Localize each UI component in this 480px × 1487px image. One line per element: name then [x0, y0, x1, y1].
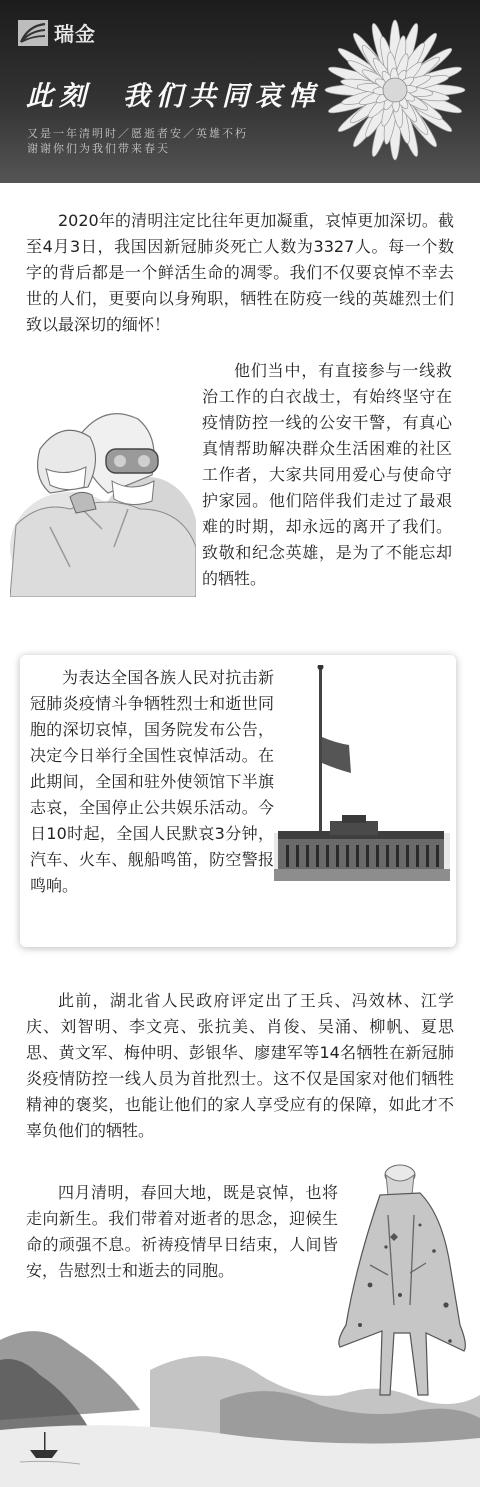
- page-subtitle: [27, 126, 248, 156]
- paragraph-martyrs: 此前，湖北省人民政府评定出了王兵、冯效林、江学庆、刘智明、李文亮、张抗美、肖俊、吴涌、柳帆、夏思思、黄文军、梅仲明、彭银华、廖建军等14名牺牲在新冠肺炎疫情防控一线人员为首批烈士。这不仅是国家对他们牺牲精神的褒奖，也能让他们的家人享受应有的保障，如此才不辜负他们的牺牲。: [26, 991, 454, 1140]
- logo-mark-icon: [18, 20, 48, 46]
- subtitle-line-2: 谢谢你们为我们带来春天: [27, 142, 170, 155]
- header-banner: [0, 0, 480, 183]
- announcement-card: [20, 655, 456, 947]
- medic-walking-image: [330, 1155, 470, 1405]
- medical-workers-image: [10, 397, 196, 597]
- paragraph-heroes: 他们当中，有直接参与一线救治工作的白衣战士，有始终坚守在疫情防控一线的公安干警，有真心真情帮助解决群众生活困难的社区工作者，大家共同用爱心与使命守护家园。他们陪伴我们走过了最艰难的时期，却永远的离开了我们。致敬和纪念英雄，是为了不能忘却的牺牲。: [202, 361, 452, 588]
- page-title: 此刻 我们共同哀悼: [26, 81, 321, 112]
- flag-half-mast-image: [274, 665, 450, 881]
- logo-text: 瑞金: [54, 22, 96, 46]
- logo: [18, 18, 96, 47]
- paragraph-intro: 2020年的清明注定比往年更加凝重，哀悼更加深切。截至4月3日，我国因新冠肺炎死亡人数为3327人。每一个数字的背后都是一个鲜活生命的凋零。我们不仅要哀悼不幸去世的人们，更要向以身殉职，牺牲在防疫一线的英雄烈士们致以最深切的缅怀！: [26, 211, 454, 334]
- subtitle-line-1: 又是一年清明时／愿逝者安／英雄不朽: [27, 127, 248, 140]
- paragraph-announcement: 为表达全国各族人民对抗击新冠肺炎疫情斗争牺牲烈士和逝世同胞的深切哀悼，国务院发布公告，决定今日举行全国性哀悼活动。在此期间，全国和驻外使领馆下半旗志哀，全国停止公共娱乐活动。今日10时起，全国人民默哀3分钟，汽车、火车、舰船鸣笛，防空警报鸣响。: [30, 668, 274, 895]
- chrysanthemum-image: [320, 12, 470, 162]
- paragraph-qingming: 四月清明，春回大地，既是哀悼，也将走向新生。我们带着对逝者的思念，迎候生命的顽强不息。祈祷疫情早日结束，人间皆安，告慰烈士和逝去的同胞。: [26, 1183, 338, 1280]
- section-heroes: [0, 355, 480, 625]
